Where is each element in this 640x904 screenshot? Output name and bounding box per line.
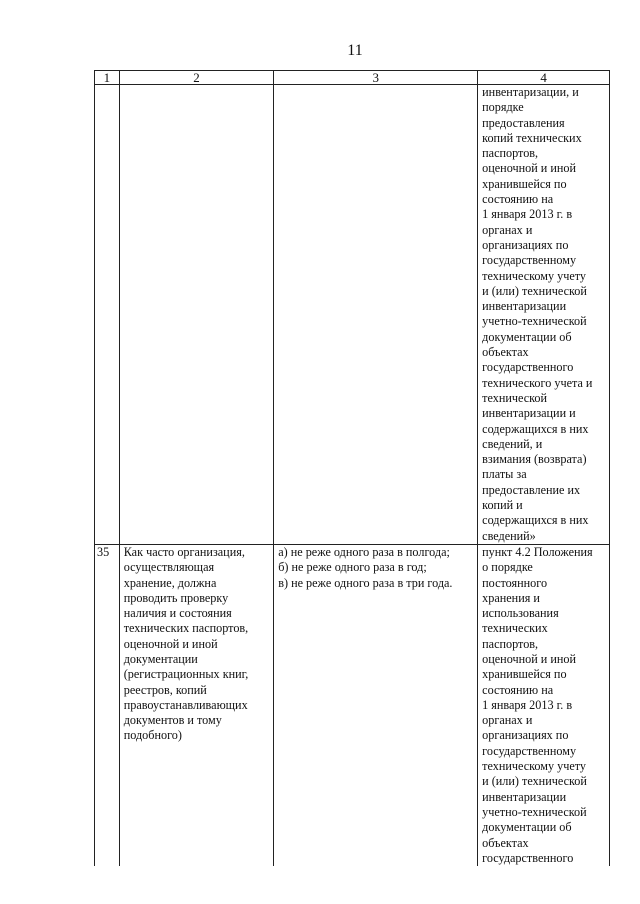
continued-col-1 — [95, 85, 120, 545]
reference-text-line: документации об — [482, 329, 572, 344]
reference-text-line: инвентаризации — [482, 789, 567, 804]
question-cell — [119, 544, 274, 866]
reference-text-line: пункт 4.2 Положения — [482, 544, 593, 559]
reference-text-line: предоставления — [482, 115, 565, 130]
reference-text-line: техническому учету — [482, 268, 587, 283]
row-number: 35 — [95, 544, 120, 866]
answer-option: б) не реже одного раза в год; — [278, 560, 427, 575]
reference-text-line: хранившейся по — [482, 176, 567, 191]
question-text-line: Как часто организация, — [123, 544, 245, 559]
reference-text-line: и (или) технической — [482, 774, 587, 789]
answer-option: в) не реже одного раза в три года. — [278, 575, 453, 590]
question-text-line: документов и тому — [123, 713, 222, 728]
question-text-line: документации — [123, 651, 198, 666]
question-text-line: (регистрационных книг, — [123, 667, 249, 682]
reference-text-line: технических — [482, 621, 548, 636]
question-text-line: хранение, должна — [123, 575, 217, 590]
reference-text-line: органах и — [482, 222, 533, 237]
reference-text-line: оценочной и иной — [482, 651, 577, 666]
question-text-line: осуществляющая — [123, 560, 215, 575]
reference-text-line: сведений» — [482, 528, 536, 543]
reference-text-line: организациях по — [482, 728, 569, 743]
table-header-row — [95, 71, 610, 85]
question-text-line: наличия и состояния — [123, 606, 232, 621]
reference-text-line: государственному — [482, 743, 577, 758]
reference-text-line: государственного — [482, 360, 574, 375]
question-text-line: правоустанавливающих — [123, 697, 248, 712]
header-col-4: 4 — [478, 71, 610, 85]
reference-text-line: копий и — [482, 498, 523, 513]
header-col-3: 3 — [274, 71, 478, 85]
reference-text-line: взимания (возврата) — [482, 452, 587, 467]
reference-text-line: технической — [482, 390, 548, 405]
reference-text-line: инвентаризации, и — [482, 85, 579, 99]
answer-option: а) не реже одного раза в полгода; — [278, 544, 450, 559]
reference-text-line: порядке — [482, 100, 524, 115]
reference-text-line: государственного — [482, 850, 574, 865]
reference-text-line: паспортов, — [482, 146, 539, 161]
header-col-1: 1 — [95, 71, 120, 85]
reference-text-line: состоянию на — [482, 192, 554, 207]
regulation-table — [94, 70, 610, 866]
reference-text-line: хранения и — [482, 590, 540, 605]
question-text-line: проводить проверку — [123, 590, 229, 605]
continued-reference-cell — [478, 85, 610, 545]
reference-text-line: паспортов, — [482, 636, 539, 651]
reference-text-line: органах и — [482, 713, 533, 728]
header-col-2: 2 — [119, 71, 274, 85]
reference-text-line: предоставление их — [482, 482, 581, 497]
reference-text-line: оценочной и иной — [482, 161, 577, 176]
reference-text-line: содержащихся в них — [482, 513, 589, 528]
reference-text-line: организациях по — [482, 237, 569, 252]
reference-text-line: 1 января 2013 г. в — [482, 697, 573, 712]
page-number: 11 — [347, 42, 363, 59]
question-text-line: оценочной и иной — [123, 636, 218, 651]
table-row-35 — [95, 544, 610, 866]
reference-cell — [478, 544, 610, 866]
reference-text-line: инвентаризации — [482, 299, 567, 314]
reference-text-line: 1 января 2013 г. в — [482, 207, 573, 222]
reference-text-line: и (или) технической — [482, 283, 587, 298]
reference-text-line: платы за — [482, 467, 527, 482]
reference-text-line: технического учета и — [482, 375, 593, 390]
reference-text-line: использования — [482, 606, 559, 621]
question-text-line: подобного) — [123, 728, 182, 743]
reference-text-line: о порядке — [482, 560, 533, 575]
reference-text-line: объектах — [482, 835, 529, 850]
reference-text-line: документации об — [482, 820, 572, 835]
reference-text-line: состоянию на — [482, 682, 554, 697]
reference-text-line: объектах — [482, 345, 529, 360]
continued-col-2 — [119, 85, 274, 545]
question-text-line: технических паспортов, — [123, 621, 249, 636]
reference-text-line: содержащихся в них — [482, 421, 589, 436]
reference-text-line: хранившейся по — [482, 667, 567, 682]
reference-text-line: копий технических — [482, 130, 582, 145]
reference-text-line: инвентаризации и — [482, 406, 576, 421]
reference-text-line: учетно-технической — [482, 314, 587, 329]
continued-col-3 — [274, 85, 478, 545]
reference-text-line: постоянного — [482, 575, 548, 590]
reference-text-line: учетно-технической — [482, 804, 587, 819]
reference-text-line: сведений, и — [482, 436, 543, 451]
table-row-continued — [95, 85, 610, 545]
reference-text-line: техническому учету — [482, 759, 587, 774]
question-text-line: реестров, копий — [123, 682, 207, 697]
reference-text-line: государственному — [482, 253, 577, 268]
answer-options-cell — [274, 544, 478, 866]
